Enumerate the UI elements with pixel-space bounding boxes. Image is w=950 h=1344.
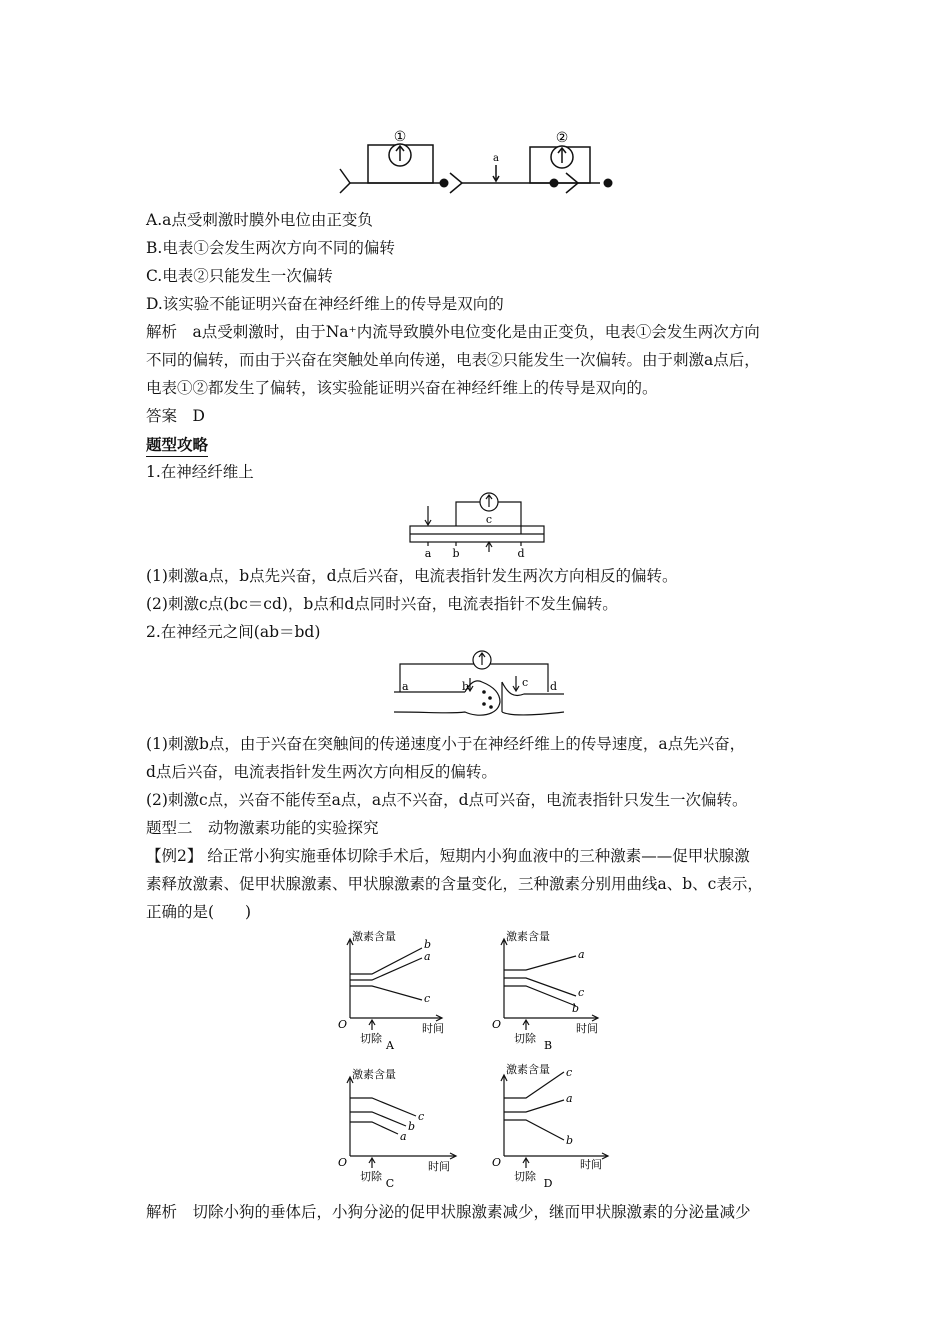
- section-1-item-2: (2)刺激c点(bc＝cd)，b点和d点同时兴奋，电流表指针不发生偏转。: [146, 595, 618, 613]
- fiber-b-label: b: [452, 547, 460, 560]
- graph-b-series-c: [504, 978, 576, 996]
- graph-c-ylabel: 激素含量: [352, 1068, 396, 1081]
- graph-b-series-a: [504, 956, 576, 970]
- section-2-item-1b: d点后兴奋，电流表指针发生两次方向相反的偏转。: [146, 763, 497, 781]
- graph-d-series-b: [504, 1120, 564, 1140]
- graph-a-origin: O: [338, 1018, 348, 1031]
- graph-b-label-b: b: [572, 1002, 580, 1015]
- figure-neuron-meters: [340, 125, 630, 200]
- section-2-item-1a: (1)刺激b点，由于兴奋在突触间的传递速度小于在神经纤维上的传导速度，a点先兴奋，: [146, 735, 746, 753]
- graph-b-cut: 切除: [514, 1032, 536, 1045]
- graph-a-xlabel: 时间: [422, 1022, 444, 1035]
- analysis-2: 解析 切除小狗的垂体后，小狗分泌的促甲状腺激素减少，继而甲状腺激素的分泌量减少: [146, 1203, 751, 1221]
- graph-c: [338, 1066, 462, 1188]
- example-2-line-3: 正确的是( ): [146, 903, 252, 921]
- graph-a-caption: A: [386, 1039, 394, 1052]
- fiber-c-label: c: [485, 513, 493, 526]
- graph-c-label-a: a: [400, 1130, 407, 1143]
- graph-b-label-c: c: [578, 986, 585, 999]
- graph-d-label-a: a: [566, 1092, 573, 1105]
- figure-synapse: [390, 646, 570, 718]
- synapse-b-label: b: [462, 680, 470, 693]
- graph-b: [492, 928, 606, 1050]
- graph-d: [492, 1058, 616, 1188]
- option-b: B.电表①会发生两次方向不同的偏转: [146, 239, 395, 257]
- graph-c-xlabel: 时间: [428, 1160, 450, 1173]
- graph-d-xlabel: 时间: [580, 1158, 602, 1171]
- meter-1-label: ①: [393, 129, 407, 145]
- synapse-c-label: c: [522, 676, 529, 689]
- type-2-title: 题型二 动物激素功能的实验探究: [146, 819, 379, 837]
- graph-b-ylabel: 激素含量: [506, 930, 550, 943]
- analysis-1-line-3: 电表①②都发生了偏转，该实验能证明兴奋在神经纤维上的传导是双向的。: [146, 379, 658, 397]
- graph-a: [338, 928, 448, 1050]
- figure-nerve-fiber: [408, 490, 548, 562]
- option-a: A.a点受刺激时膜外电位由正变负: [146, 211, 373, 229]
- section-1-item-1: (1)刺激a点，b点先兴奋，d点后兴奋，电流表指针发生两次方向相反的偏转。: [146, 567, 678, 585]
- synapse-a-label: a: [402, 680, 409, 693]
- graph-c-label-b: b: [408, 1120, 416, 1133]
- graph-a-label-c: c: [424, 992, 431, 1005]
- graph-c-caption: C: [385, 1177, 395, 1190]
- graph-a-label-b: b: [424, 938, 432, 951]
- graph-d-ylabel: 激素含量: [506, 1063, 550, 1076]
- graph-b-series-b: [504, 986, 576, 1006]
- option-d: D.该实验不能证明兴奋在神经纤维上的传导是双向的: [146, 295, 504, 313]
- fiber-d-label: d: [517, 547, 525, 560]
- graph-d-caption: D: [543, 1177, 553, 1190]
- graph-c-cut: 切除: [360, 1170, 382, 1183]
- graph-d-label-b: b: [566, 1134, 574, 1147]
- analysis-1-line-2: 不同的偏转，而由于兴奋在突触处单向传递，电表②只能发生一次偏转。由于刺激a点后，: [146, 351, 760, 369]
- section-2-item-2: (2)刺激c点，兴奋不能传至a点，a点不兴奋，d点可兴奋，电流表指针只发生一次偏转。: [146, 791, 748, 809]
- point-a-label: a: [493, 153, 499, 164]
- graph-d-label-c: c: [566, 1066, 573, 1079]
- graph-b-xlabel: 时间: [576, 1022, 598, 1035]
- graph-d-series-a: [504, 1100, 564, 1112]
- graph-b-origin: O: [492, 1018, 502, 1031]
- graph-d-origin: O: [492, 1156, 502, 1169]
- graph-a-series-c: [350, 986, 422, 1000]
- graph-c-series-c: [350, 1098, 416, 1116]
- meter-2-label: ②: [555, 130, 569, 146]
- graph-b-caption: B: [543, 1039, 553, 1052]
- section-1-title: 1.在神经纤维上: [146, 463, 254, 481]
- graph-c-label-c: c: [418, 1110, 425, 1123]
- graph-c-series-a: [350, 1122, 398, 1134]
- graph-a-cut: 切除: [360, 1032, 382, 1045]
- section-heading: 题型攻略: [146, 433, 208, 457]
- graph-a-series-b: [350, 948, 422, 974]
- answer-1: 答案 D: [146, 407, 205, 425]
- graph-b-label-a: a: [578, 948, 585, 961]
- graph-d-cut: 切除: [514, 1170, 536, 1183]
- fiber-a-label: a: [424, 547, 432, 560]
- analysis-1-line-1: 解析 a点受刺激时，由于Na⁺内流导致膜外电位变化是由正变负，电表①会发生两次方向: [146, 323, 760, 341]
- section-2-title: 2.在神经元之间(ab＝bd): [146, 623, 321, 641]
- graph-c-series-b: [350, 1112, 406, 1126]
- graph-a-label-a: a: [424, 950, 431, 963]
- option-c: C.电表②只能发生一次偏转: [146, 267, 333, 285]
- synapse-d-label: d: [550, 680, 558, 693]
- graph-c-origin: O: [338, 1156, 348, 1169]
- example-2-line-1: 【例2】 给正常小狗实施垂体切除手术后，短期内小狗血液中的三种激素——促甲状腺激: [146, 847, 750, 865]
- example-2-line-2: 素释放激素、促甲状腺激素、甲状腺激素的含量变化，三种激素分别用曲线a、b、c表示，: [146, 875, 763, 893]
- graph-a-ylabel: 激素含量: [352, 930, 396, 943]
- graph-a-series-a: [350, 958, 422, 980]
